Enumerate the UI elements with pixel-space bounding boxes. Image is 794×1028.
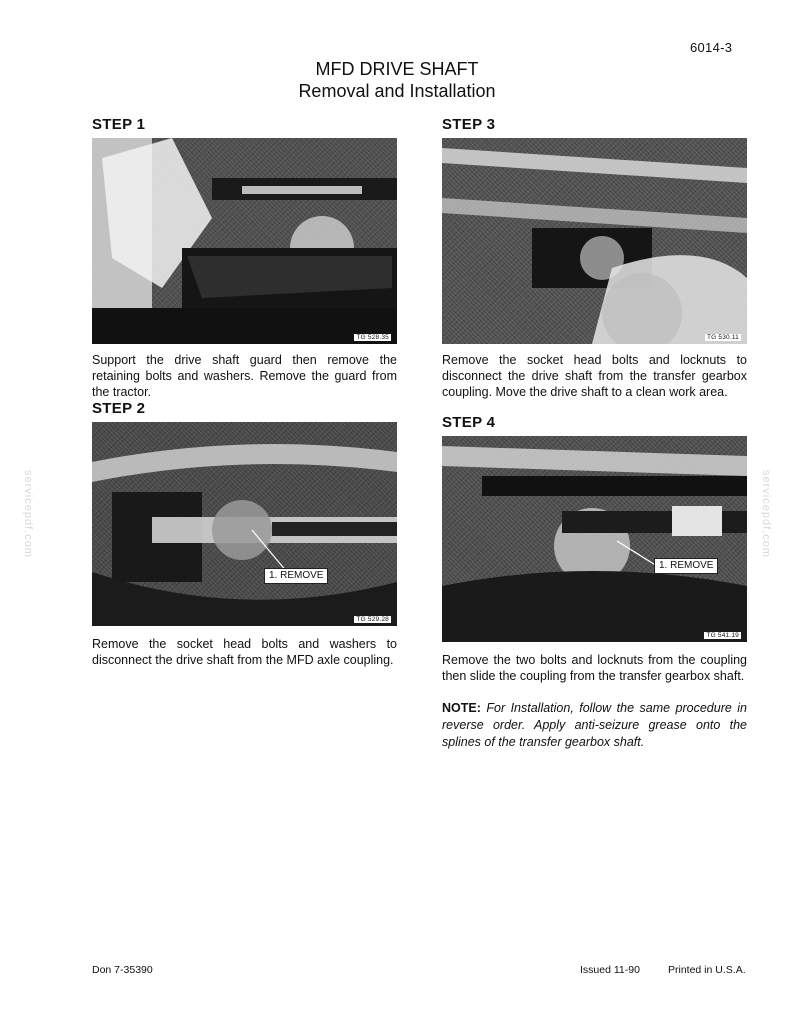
footer-doc-number: Don 7-35390 — [92, 964, 153, 976]
step-2-photo-code: TG 529.28 — [356, 616, 389, 623]
step-2-photo-graphic — [92, 422, 397, 626]
step-1-photo — [92, 138, 397, 344]
page-title: MFD DRIVE SHAFT — [315, 59, 479, 79]
watermark-right: servicepdf.com — [760, 470, 772, 558]
step-1-photo-code: TG 528.35 — [356, 334, 389, 341]
step-2-callout-remove: 1. REMOVE — [264, 568, 328, 584]
step-4-photo-code: TG 541.19 — [706, 632, 739, 639]
note-label: NOTE: — [442, 701, 481, 715]
page-title-block — [0, 58, 794, 102]
step-2-photo — [92, 422, 397, 626]
step-4-text: Remove the two bolts and locknuts from the coupling then slide the coupling from the transfer gearbox shaft. — [442, 653, 747, 683]
page-number: 6014-3 — [690, 40, 733, 55]
footer-printed: Printed in U.S.A. — [668, 964, 746, 976]
step-1-photo-graphic — [92, 138, 397, 344]
step-4-callout-remove: 1. REMOVE — [654, 558, 718, 574]
page-subtitle: Removal and Installation — [298, 81, 496, 101]
step-1-text: Support the drive shaft guard then remove the retaining bolts and washers. Remove the guard from the tractor. — [92, 353, 397, 399]
note-body: For Installation, follow the same procedure in reverse order. Apply anti-seizure grease onto the splines of the transfer gearbox shaft. — [442, 701, 747, 749]
footer-issued: Issued 11-90 — [580, 964, 640, 976]
step-2-text: Remove the socket head bolts and washers to disconnect the drive shaft from the MFD axle coupling. — [92, 637, 397, 667]
installation-note — [442, 700, 747, 751]
step-3-photo-code: TG 530.11 — [706, 334, 739, 341]
step-3-text: Remove the socket head bolts and locknuts to disconnect the drive shaft from the transfer gearbox coupling. Move the drive shaft to a clean work area. — [442, 353, 747, 399]
step-4-photo — [442, 436, 747, 642]
step-1-heading: STEP 1 — [92, 116, 146, 133]
step-2-heading: STEP 2 — [92, 400, 146, 417]
step-4-heading: STEP 4 — [442, 414, 496, 431]
step-3-photo — [442, 138, 747, 344]
step-3-photo-graphic — [442, 138, 747, 344]
watermark-left: servicepdf.com — [22, 470, 34, 558]
step-3-heading: STEP 3 — [442, 116, 496, 133]
step-4-photo-graphic — [442, 436, 747, 642]
